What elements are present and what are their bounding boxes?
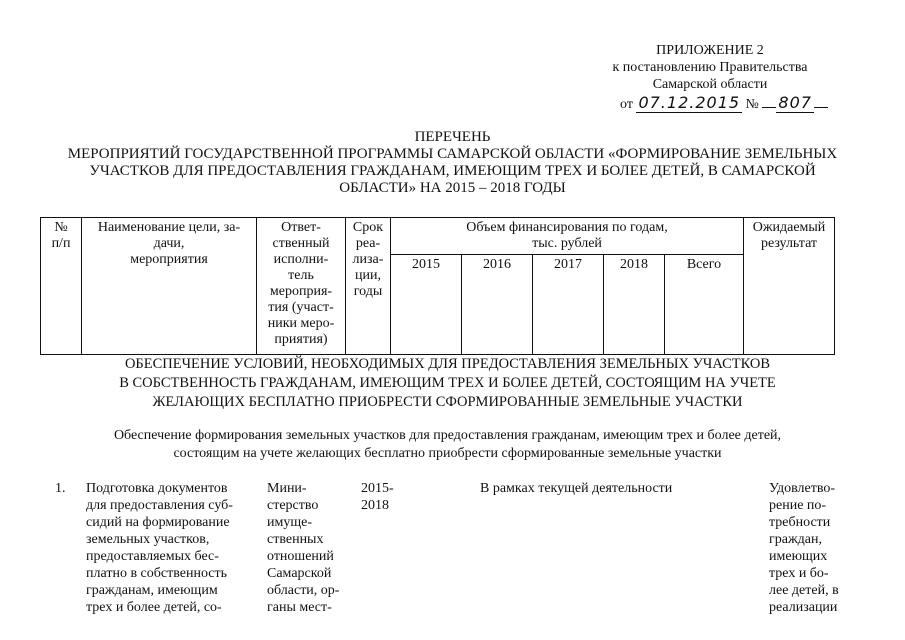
- appendix-block: [590, 42, 830, 93]
- number-sign: №: [745, 97, 759, 112]
- header-term: Срок реа- лиза- ции, годы: [346, 218, 391, 355]
- header-year-2018: 2018: [604, 255, 665, 355]
- appendix-title: ПРИЛОЖЕНИЕ 2: [656, 43, 764, 58]
- header-year-2017: 2017: [533, 255, 604, 355]
- number-handwritten: 807: [778, 93, 812, 112]
- header-year-2016: 2016: [462, 255, 533, 355]
- appendix-line2: Самарской области: [652, 77, 768, 92]
- row1-num: 1.: [55, 481, 66, 496]
- header-responsible: Ответ- ственный исполни- тель мероприя- тия (участ- ники меро- приятия): [257, 218, 346, 355]
- row1-responsible: Мини- стерство имуще- ственных отношений Самарской области, ор- ганы мест-: [267, 481, 340, 615]
- subsection-heading: Обеспечение формирования земельных участков для предоставления гражданам, имеющим трех и более детей, состоящим на учете желающих бесплатно приобрести сформированные земельные участки: [113, 428, 782, 461]
- appendix-date-line: [620, 93, 828, 113]
- table-header: [40, 217, 835, 355]
- header-year-2015: 2015: [391, 255, 462, 355]
- row1-result: Удовлетво- рение по- требности граждан, имеющих трех и бо- лее детей, в реализации: [769, 481, 839, 615]
- document-title: [30, 129, 875, 197]
- title-line3: УЧАСТКОВ ДЛЯ ПРЕДОСТАВЛЕНИЯ ГРАЖДАНАМ, ИМЕЮЩИМ ТРЕХ И БОЛЕЕ ДЕТЕЙ, В САМАРСКОЙ: [89, 163, 816, 179]
- title-line2: МЕРОПРИЯТИЙ ГОСУДАРСТВЕННОЙ ПРОГРАММЫ САМАРСКОЙ ОБЛАСТИ «ФОРМИРОВАНИЕ ЗЕМЕЛЬНЫХ: [67, 146, 838, 162]
- row1-funding: В рамках текущей деятельности: [480, 481, 673, 496]
- header-funding: Объем финансирования по годам, тыс. рублей: [391, 218, 744, 255]
- row1-term: 2015- 2018: [361, 481, 394, 513]
- section-heading: ОБЕСПЕЧЕНИЕ УСЛОВИЙ, НЕОБХОДИМЫХ ДЛЯ ПРЕДОСТАВЛЕНИЯ ЗЕМЕЛЬНЫХ УЧАСТКОВ В СОБСТВЕННОСТЬ ГРАЖДАНАМ, ИМЕЮЩИМ ТРЕХ И БОЛЕЕ ДЕТЕЙ, СОСТОЯЩИМ НА УЧЕТЕ ЖЕЛАЮЩИХ БЕСПЛАТНО ПРИОБРЕСТИ СФОРМИРОВАННЫЕ ЗЕМЕЛЬНЫЕ УЧАСТКИ: [119, 356, 776, 410]
- date-prefix: от: [620, 97, 633, 112]
- header-name: Наименование цели, за- дачи, мероприятия: [82, 218, 257, 355]
- header-num: № п/п: [41, 218, 82, 355]
- header-result: Ожидаемый результат: [744, 218, 835, 355]
- date-handwritten: 07.12.2015: [638, 93, 741, 112]
- row1-name: Подготовка документов для предоставления суб- сидий на формирование земельных участков, предоставляемых бес- платно в собственность гражданам, имеющим трех и более детей, со-: [86, 481, 233, 615]
- appendix-line1: к постановлению Правительства: [612, 60, 808, 75]
- title-line1: ПЕРЕЧЕНЬ: [414, 129, 491, 145]
- header-total: Всего: [665, 255, 744, 355]
- title-line4: ОБЛАСТИ» НА 2015 – 2018 ГОДЫ: [339, 180, 566, 196]
